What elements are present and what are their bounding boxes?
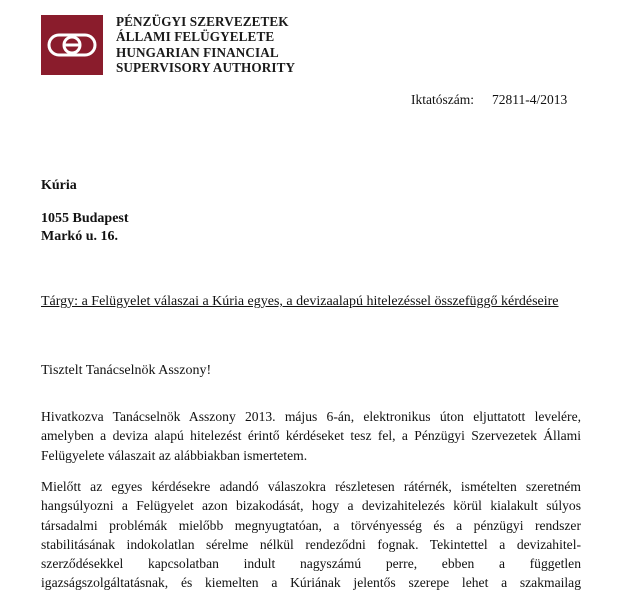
paragraph-line: Hivatkozva Tanácselnök Asszony 2013. május 6-án, elektronikus úton eljuttatott levelére, (41, 409, 581, 424)
organization-name (116, 14, 295, 76)
paragraph-line: hangsúlyozni a Felügyelet azon bizakodását, hogy a devizahitelezés körül kialakult súlyos (41, 498, 581, 514)
org-name-line: PÉNZÜGYI SZERVEZETEK (116, 14, 289, 29)
org-name-line: SUPERVISORY AUTHORITY (116, 60, 296, 76)
org-name-line: HUNGARIAN FINANCIAL (116, 44, 279, 60)
salutation: Tisztelt Tanácselnök Asszony! (41, 363, 212, 378)
paragraph-line: társadalmi problémák mielőbb megnyugtatóan, a törvényesség és a pénzügyi rendszer (41, 517, 581, 533)
paragraph-line: stabilitásának indokolatlan sérelme nélkül rendeződni fognak. Tekintettel a devizahitel- (41, 536, 581, 552)
body-paragraph (41, 407, 581, 465)
paragraph-line: amelyben a deviza alapú hitelezést érintő kérdéseket tesz fel, a Pénzügyi Szervezetek Állami (41, 428, 581, 444)
organization-logo (41, 15, 103, 75)
subject-line: Tárgy: a Felügyelet válaszai a Kúria egyes, a devizaalapú hitelezéssel összefüggő kérdéseire (41, 294, 559, 309)
recipient-name: Kúria (41, 178, 77, 193)
reference-value: 72811-4/2013 (491, 92, 568, 107)
body-paragraph (41, 477, 581, 593)
reference-label: Iktatószám: (411, 92, 474, 107)
reference-number (411, 92, 567, 108)
paragraph-line: Mielőtt az egyes kérdésekre adandó válaszokra részletesen rátérnék, ismételten szeretném (41, 479, 581, 494)
recipient-street: Markó u. 16. (41, 229, 118, 244)
recipient-city: 1055 Budapest (41, 211, 129, 226)
paragraph-line: Felügyelete válaszait az alábbiakban ismertetem. (41, 447, 308, 463)
pszaf-emblem-icon (41, 15, 103, 75)
paragraph-line: igazságszolgáltatásnak, és kiemelten a Kúriának jelentős szerepe lehet a szakmailag (41, 575, 581, 591)
paragraph-line: szerződésekkel kapcsolatban indult nagyszámú perre, ebben a független (41, 556, 581, 572)
org-name-line: ÁLLAMI FELÜGYELETE (116, 29, 275, 45)
